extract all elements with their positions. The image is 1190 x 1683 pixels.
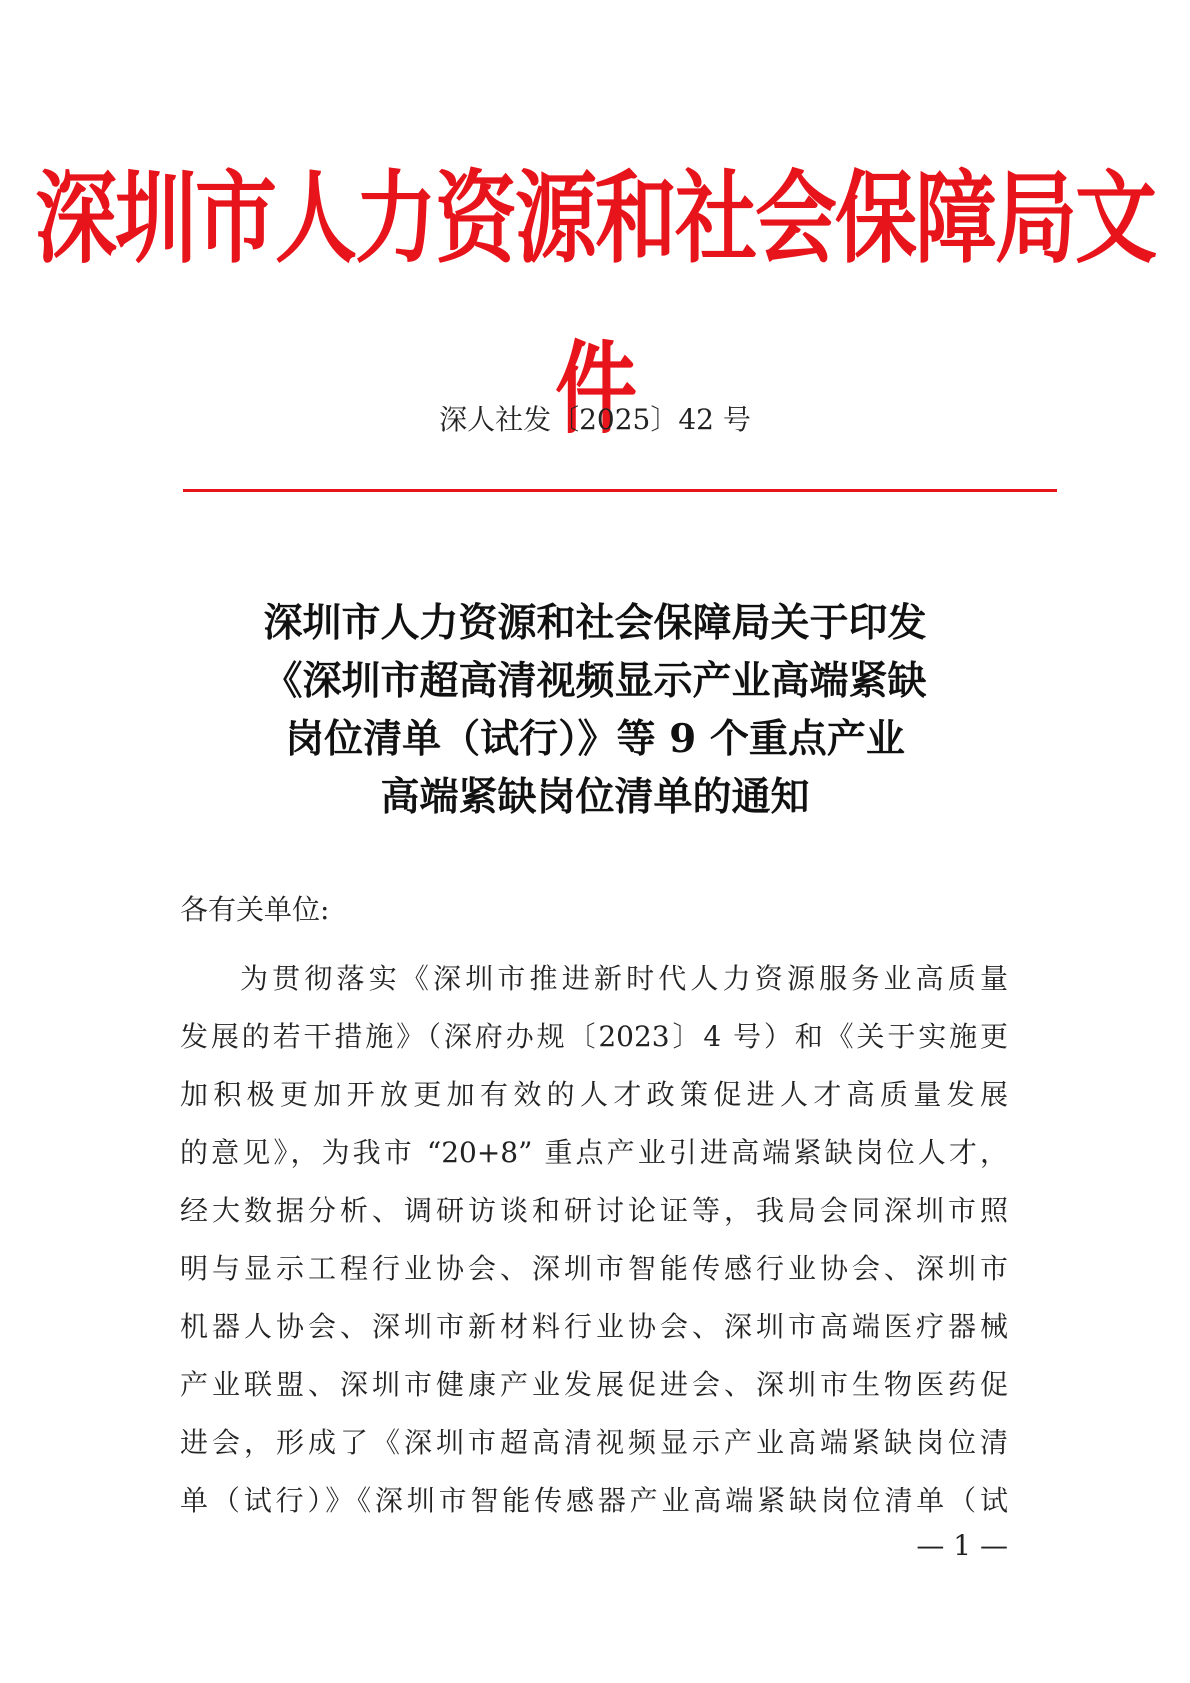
body-line: 明与显示工程行业协会、深圳市智能传感行业协会、深圳市 xyxy=(180,1252,1008,1285)
body-line: 的意见》，为我市 “20+8” 重点产业引进高端紧缺岗位人才， xyxy=(180,1136,1008,1169)
title-line: 岗位清单（试行）》等 9 个重点产业 xyxy=(285,716,905,762)
body-line: 产业联盟、深圳市健康产业发展促进会、深圳市生物医药促 xyxy=(180,1368,1008,1401)
body-line: 单（试行）》《深圳市智能传感器产业高端紧缺岗位清单（试 xyxy=(180,1484,1008,1517)
body-line: 为贯彻落实《深圳市推进新时代人力资源服务业高质量 xyxy=(240,962,1008,995)
body-paragraph xyxy=(180,950,1008,1530)
body-line: 发展的若干措施》（深府办规〔2023〕4 号）和《关于实施更 xyxy=(180,1020,1008,1053)
title-line: 高端紧缺岗位清单的通知 xyxy=(380,774,810,820)
issuer-masthead: 深圳市人力资源和社会保障局文件 xyxy=(34,161,1155,449)
title-line: 深圳市人力资源和社会保障局关于印发 xyxy=(263,600,927,646)
body-line: 加积极更加开放更加有效的人才政策促进人才高质量发展 xyxy=(180,1078,1008,1111)
document-title xyxy=(150,594,1040,826)
body-line: 经大数据分析、调研访谈和研讨论证等，我局会同深圳市照 xyxy=(180,1194,1008,1227)
body-line: 进会，形成了《深圳市超高清视频显示产业高端紧缺岗位清 xyxy=(180,1426,1008,1459)
page-number: — 1 — xyxy=(916,1529,1008,1562)
body-line: 机器人协会、深圳市新材料行业协会、深圳市高端医疗器械 xyxy=(180,1310,1008,1343)
title-line: 《深圳市超高清视频显示产业高端紧缺 xyxy=(263,658,927,704)
document-number: 深人社发〔2025〕42 号 xyxy=(439,403,751,436)
salutation: 各有关单位: xyxy=(180,893,330,926)
red-divider-line xyxy=(183,489,1057,492)
